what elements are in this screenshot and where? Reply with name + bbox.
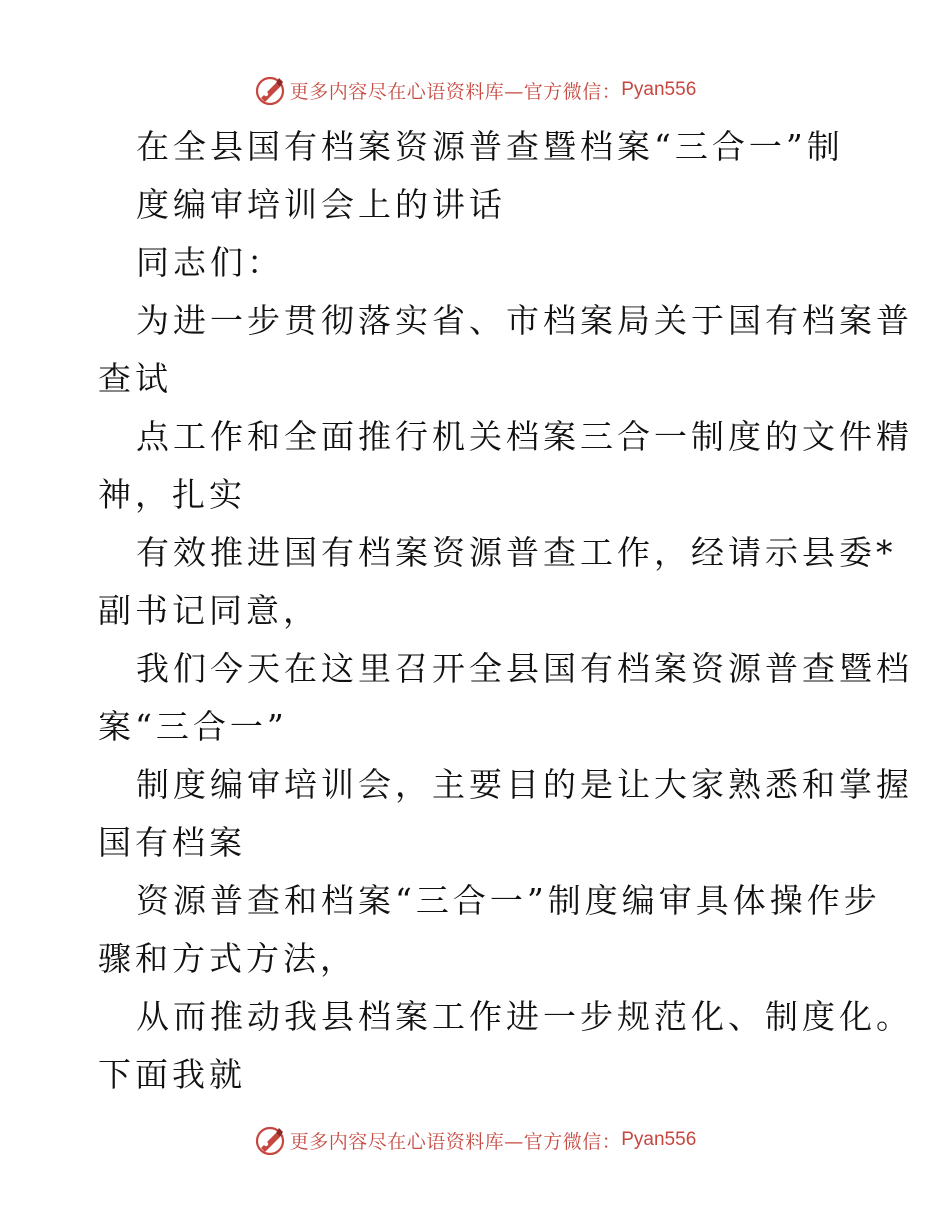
document-line: 副书记同意，: [98, 591, 320, 630]
pen-logo-icon: [254, 1124, 286, 1156]
document-line: 在全县国有档案资源普查暨档案“三合一”制: [136, 127, 844, 166]
document-line: 点工作和全面推行机关档案三合一制度的文件精: [136, 417, 913, 456]
document-line: 制度编审培训会，主要目的是让大家熟悉和掌握: [136, 765, 913, 804]
document-line: 从而推动我县档案工作进一步规范化、制度化。: [136, 997, 913, 1036]
document-line: 案“三合一”: [98, 707, 288, 746]
document-body: [98, 118, 913, 1104]
document-line: 有效推进国有档案资源普查工作，经请示县委*: [136, 533, 897, 572]
document-line: 资源普查和档案“三合一”制度编审具体操作步: [136, 881, 881, 920]
document-line: 同志们：: [136, 243, 284, 282]
document-line: 下面我就: [98, 1055, 246, 1094]
document-line: 为进一步贯彻落实省、市档案局关于国有档案普: [136, 301, 913, 340]
banner-text: 更多内容尽在心语资料库—官方微信：: [289, 80, 622, 103]
footer-banner: [0, 1120, 950, 1160]
document-line: 国有档案: [98, 823, 246, 862]
banner-wechat-id: Pyan556: [621, 1129, 697, 1150]
pen-logo-icon: [254, 74, 286, 106]
document-line: 我们今天在这里召开全县国有档案资源普查暨档: [136, 649, 913, 688]
document-line: 骤和方式方法，: [98, 939, 357, 978]
banner-text: 更多内容尽在心语资料库—官方微信：: [289, 1130, 622, 1153]
document-line: 查试: [98, 359, 172, 398]
banner-wechat-id: Pyan556: [621, 79, 697, 100]
document-line: 神，扎实: [98, 475, 246, 514]
document-line: 度编审培训会上的讲话: [136, 185, 506, 224]
header-banner: [0, 70, 950, 110]
